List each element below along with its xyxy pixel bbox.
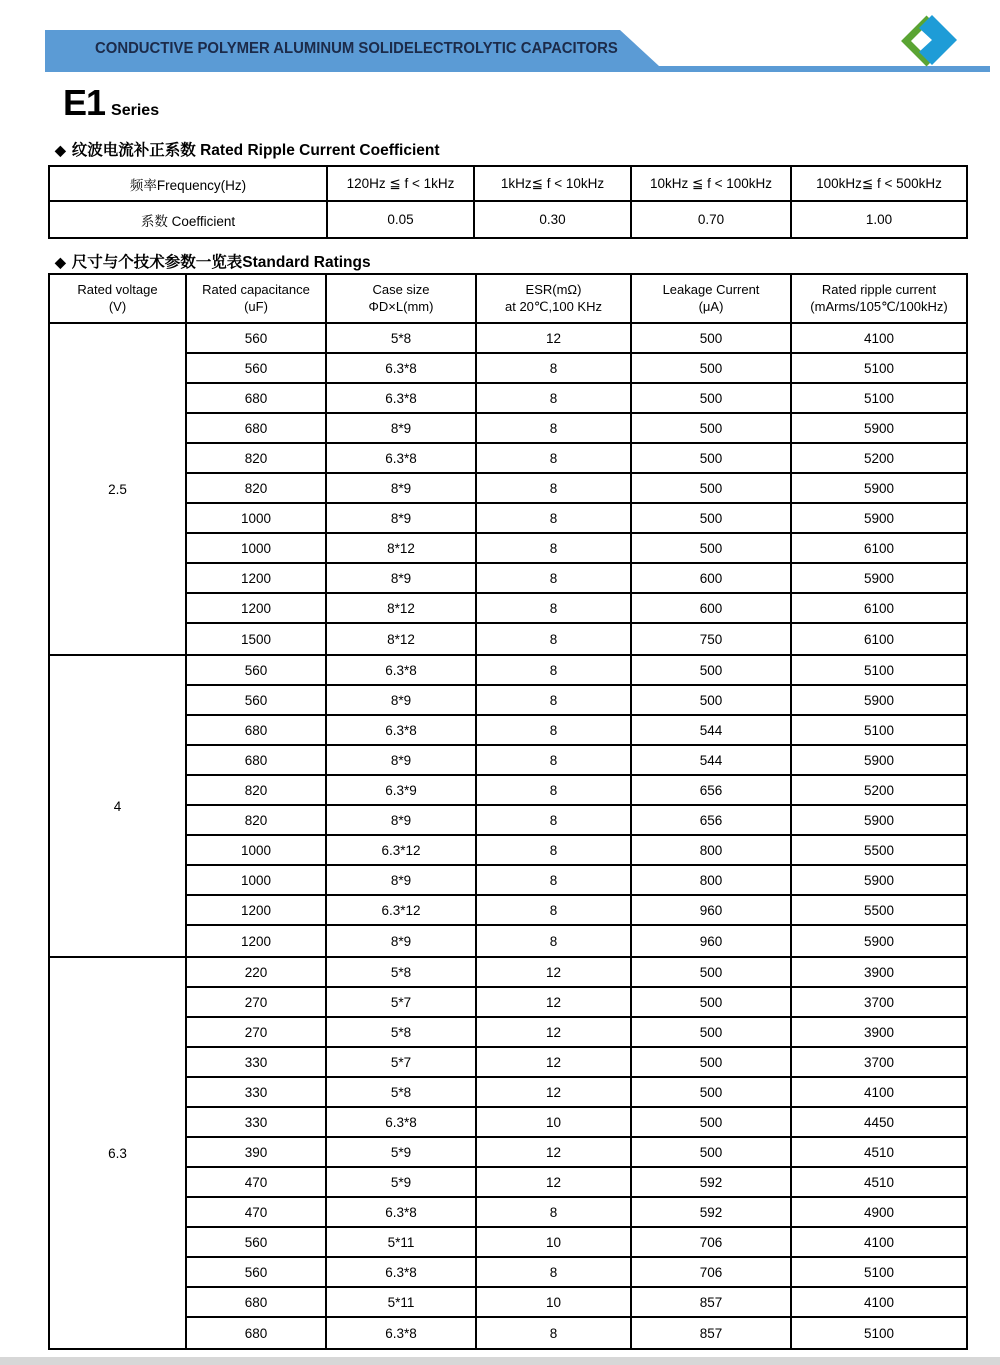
table-row [187, 1108, 966, 1138]
capacitance-cell: 1200 [187, 564, 327, 592]
case-size-cell: 8*9 [327, 746, 477, 774]
case-size-cell: 5*7 [327, 988, 477, 1016]
leakage-current-cell: 656 [632, 806, 792, 834]
table-row [187, 594, 966, 624]
leakage-current-cell: 500 [632, 534, 792, 562]
esr-cell: 12 [477, 1138, 632, 1166]
case-size-cell: 6.3*12 [327, 896, 477, 924]
case-size-cell: 5*9 [327, 1138, 477, 1166]
esr-cell: 8 [477, 716, 632, 744]
leakage-current-cell: 656 [632, 776, 792, 804]
header-line: Case size [372, 281, 430, 297]
case-size-cell: 6.3*8 [327, 1198, 477, 1226]
case-size-cell: 6.3*8 [327, 444, 477, 472]
capacitance-cell: 820 [187, 474, 327, 502]
leakage-current-cell: 500 [632, 1018, 792, 1046]
header-line: (V) [108, 298, 127, 314]
case-size-cell: 6.3*8 [327, 1318, 477, 1348]
capacitance-cell: 390 [187, 1138, 327, 1166]
case-size-cell: 8*9 [327, 414, 477, 442]
coefficient-value-4-cell: 1.00 [865, 212, 893, 227]
case-size-cell: 6.3*9 [327, 776, 477, 804]
standard-ratings-section-title [55, 250, 371, 272]
leakage-current-cell: 500 [632, 1108, 792, 1136]
table-row [187, 806, 966, 836]
leakage-current-cell: 960 [632, 926, 792, 956]
voltage-group [50, 324, 966, 656]
esr-header [477, 275, 632, 322]
coefficient-label-cell: 系数 Coefficient [50, 202, 328, 237]
ratings-header-row [50, 275, 966, 324]
leakage-current-cell: 500 [632, 1078, 792, 1106]
esr-cell: 8 [477, 1198, 632, 1226]
ripple-current-cell: 5100 [863, 1264, 895, 1280]
table-row [187, 1018, 966, 1048]
esr-cell: 8 [477, 746, 632, 774]
table-row [187, 534, 966, 564]
esr-cell: 12 [477, 1018, 632, 1046]
leakage-current-cell: 750 [632, 624, 792, 654]
header-line: at 20℃,100 KHz [505, 298, 602, 314]
esr-cell: 8 [477, 896, 632, 924]
ripple-current-cell: 5100 [863, 360, 895, 376]
capacitance-cell: 820 [187, 444, 327, 472]
capacitance-cell: 1200 [187, 896, 327, 924]
header-line: Rated ripple current [821, 281, 937, 297]
case-size-cell: 6.3*8 [327, 656, 477, 684]
case-size-cell: 5*11 [327, 1288, 477, 1316]
case-size-cell: 5*7 [327, 1048, 477, 1076]
leakage-current-cell: 800 [632, 866, 792, 894]
ripple-current-cell: 4900 [863, 1204, 895, 1220]
page-bottom-edge [0, 1357, 1000, 1365]
ripple-current-cell: 5200 [863, 450, 895, 466]
esr-cell: 8 [477, 384, 632, 412]
capacitance-cell: 680 [187, 384, 327, 412]
esr-cell: 12 [477, 988, 632, 1016]
ripple-current-cell: 5500 [863, 842, 895, 858]
capacitance-cell: 820 [187, 776, 327, 804]
freq-range-1-cell: 120Hz ≦ f < 1kHz [328, 167, 475, 200]
esr-cell: 8 [477, 564, 632, 592]
table-row [187, 958, 966, 988]
leakage-current-cell: 500 [632, 444, 792, 472]
capacitance-cell: 1500 [187, 624, 327, 654]
capacitance-cell: 1200 [187, 926, 327, 956]
leakage-current-cell: 960 [632, 896, 792, 924]
table-row [187, 776, 966, 806]
capacitance-cell: 560 [187, 324, 327, 352]
ripple-current-cell: 3900 [863, 1024, 895, 1040]
table-row [187, 1258, 966, 1288]
ripple-current-cell: 4100 [863, 1234, 895, 1250]
voltage-group [50, 656, 966, 958]
leakage-current-cell: 500 [632, 988, 792, 1016]
ripple-coefficient-title-text: 纹波电流补正系数 Rated Ripple Current Coefficient [71, 142, 440, 159]
group-rows [187, 324, 966, 654]
table-row [187, 1078, 966, 1108]
table-row [187, 1198, 966, 1228]
capacitance-cell: 330 [187, 1108, 327, 1136]
case-size-cell: 6.3*8 [327, 354, 477, 382]
header-line: Leakage Current [662, 281, 760, 297]
leakage-current-cell: 500 [632, 1048, 792, 1076]
table-row [187, 656, 966, 686]
esr-cell: 8 [477, 534, 632, 562]
table-row [187, 444, 966, 474]
capacitance-cell: 1000 [187, 504, 327, 532]
capacitance-cell: 470 [187, 1168, 327, 1196]
capacitance-cell: 220 [187, 958, 327, 986]
capacitance-cell: 270 [187, 988, 327, 1016]
freq-range-4-cell: 100kHz≦ f < 500kHz [816, 175, 942, 191]
capacitance-cell: 1000 [187, 534, 327, 562]
capacitance-cell: 560 [187, 1228, 327, 1256]
logo-blue-diamond [919, 15, 957, 65]
ripple-current-cell: 3900 [863, 964, 895, 980]
esr-cell: 10 [477, 1228, 632, 1256]
rated-voltage-cell: 6.3 [50, 958, 187, 1348]
leakage-current-cell: 600 [632, 564, 792, 592]
header-line: Rated capacitance [202, 281, 310, 297]
esr-cell: 12 [477, 324, 632, 352]
ripple-coefficient-table [48, 165, 968, 239]
capacitance-cell: 680 [187, 1288, 327, 1316]
capacitance-cell: 680 [187, 414, 327, 442]
banner-title: CONDUCTIVE POLYMER ALUMINUM SOLIDELECTROLYTIC CAPACITORS [95, 40, 618, 57]
case-size-cell: 8*9 [327, 474, 477, 502]
ripple-current-cell: 4100 [863, 330, 895, 346]
ripple-current-cell: 5900 [863, 752, 895, 768]
capacitance-cell: 820 [187, 806, 327, 834]
table-row [187, 1048, 966, 1078]
case-size-header [327, 275, 477, 322]
case-size-cell: 5*8 [327, 1078, 477, 1106]
table-row [187, 1318, 966, 1348]
coefficient-value-row [50, 202, 966, 237]
case-size-cell: 5*9 [327, 1168, 477, 1196]
capacitance-cell: 1000 [187, 836, 327, 864]
ripple-current-header [792, 275, 966, 322]
case-size-cell: 5*11 [327, 1228, 477, 1256]
table-row [187, 896, 966, 926]
table-row [187, 746, 966, 776]
series-name: E1 [63, 82, 106, 123]
leakage-current-cell: 500 [632, 686, 792, 714]
ripple-current-cell: 3700 [863, 994, 895, 1010]
ratings-table-body [50, 324, 966, 1348]
header-line: ESR(mΩ) [525, 281, 582, 297]
rated-voltage-cell: 2.5 [50, 324, 187, 654]
esr-cell: 8 [477, 444, 632, 472]
esr-cell: 10 [477, 1288, 632, 1316]
case-size-cell: 6.3*8 [327, 1258, 477, 1286]
esr-cell: 8 [477, 474, 632, 502]
ripple-current-cell: 5900 [863, 420, 895, 436]
frequency-header-cell: 频率Frequency(Hz) [50, 167, 328, 200]
leakage-current-cell: 857 [632, 1288, 792, 1316]
ripple-current-cell: 5900 [863, 872, 895, 888]
ripple-current-cell: 6100 [863, 631, 895, 647]
rated-capacitance-header [187, 275, 327, 322]
leakage-current-cell: 500 [632, 414, 792, 442]
ripple-current-cell: 5200 [863, 782, 895, 798]
leakage-current-cell: 500 [632, 354, 792, 382]
table-row [187, 504, 966, 534]
esr-cell: 8 [477, 414, 632, 442]
ripple-current-cell: 4100 [863, 1084, 895, 1100]
table-row [187, 474, 966, 504]
leakage-current-cell: 500 [632, 1138, 792, 1166]
header-line: (μA) [698, 298, 724, 314]
standard-ratings-title-text: 尺寸与个技术参数一览表Standard Ratings [71, 254, 371, 271]
diamond-bullet-icon: ◆ [55, 254, 66, 270]
ripple-current-cell: 5100 [863, 390, 895, 406]
esr-cell: 12 [477, 958, 632, 986]
table-row [187, 384, 966, 414]
case-size-cell: 8*12 [327, 594, 477, 622]
capacitance-cell: 330 [187, 1048, 327, 1076]
capacitance-cell: 270 [187, 1018, 327, 1046]
leakage-current-cell: 592 [632, 1198, 792, 1226]
case-size-cell: 8*12 [327, 624, 477, 654]
case-size-cell: 6.3*8 [327, 716, 477, 744]
header-line: (mArms/105℃/100kHz) [810, 298, 948, 314]
voltage-group [50, 958, 966, 1348]
case-size-cell: 5*8 [327, 958, 477, 986]
esr-cell: 12 [477, 1078, 632, 1106]
ripple-current-cell: 5100 [863, 722, 895, 738]
series-heading [63, 82, 159, 124]
case-size-cell: 6.3*8 [327, 1108, 477, 1136]
ripple-current-cell: 5900 [863, 692, 895, 708]
capacitance-cell: 1000 [187, 866, 327, 894]
coefficient-value-2-cell: 0.30 [475, 202, 632, 237]
ripple-current-cell: 4510 [863, 1174, 895, 1190]
rated-voltage-cell: 4 [50, 656, 187, 956]
esr-cell: 8 [477, 354, 632, 382]
standard-ratings-table [48, 273, 968, 1350]
esr-cell: 12 [477, 1048, 632, 1076]
esr-cell: 8 [477, 1258, 632, 1286]
table-row [187, 836, 966, 866]
freq-range-3-cell: 10kHz ≦ f < 100kHz [632, 167, 792, 200]
esr-cell: 10 [477, 1108, 632, 1136]
ripple-current-cell: 5900 [863, 480, 895, 496]
coefficient-value-1-cell: 0.05 [328, 202, 475, 237]
capacitance-cell: 470 [187, 1198, 327, 1226]
case-size-cell: 5*8 [327, 324, 477, 352]
case-size-cell: 6.3*8 [327, 384, 477, 412]
leakage-current-cell: 500 [632, 384, 792, 412]
header-banner [45, 30, 990, 72]
rated-voltage-header [50, 275, 187, 322]
brand-logo-icon [901, 14, 959, 68]
capacitance-cell: 560 [187, 656, 327, 684]
esr-cell: 8 [477, 624, 632, 654]
leakage-current-cell: 500 [632, 958, 792, 986]
case-size-cell: 8*9 [327, 504, 477, 532]
ripple-current-cell: 5100 [863, 662, 895, 678]
leakage-current-cell: 500 [632, 656, 792, 684]
coefficient-header-row [50, 167, 966, 202]
leakage-current-cell: 857 [632, 1318, 792, 1348]
ripple-current-cell: 5900 [863, 510, 895, 526]
case-size-cell: 8*9 [327, 806, 477, 834]
case-size-cell: 8*9 [327, 564, 477, 592]
capacitance-cell: 1200 [187, 594, 327, 622]
capacitance-cell: 680 [187, 716, 327, 744]
esr-cell: 8 [477, 594, 632, 622]
header-line: ΦD×L(mm) [368, 298, 434, 314]
header-line: (uF) [244, 298, 268, 314]
ripple-current-cell: 5900 [863, 570, 895, 586]
capacitance-cell: 680 [187, 746, 327, 774]
table-row [187, 414, 966, 444]
esr-cell: 8 [477, 926, 632, 956]
header-line: Rated voltage [77, 281, 158, 297]
group-rows [187, 958, 966, 1348]
esr-cell: 8 [477, 776, 632, 804]
capacitance-cell: 560 [187, 1258, 327, 1286]
case-size-cell: 8*9 [327, 866, 477, 894]
leakage-current-cell: 544 [632, 746, 792, 774]
ripple-coefficient-section-title [55, 138, 440, 160]
esr-cell: 8 [477, 686, 632, 714]
freq-range-2-cell: 1kHz≦ f < 10kHz [475, 167, 632, 200]
ripple-current-cell: 6100 [863, 600, 895, 616]
table-row [187, 564, 966, 594]
table-row [187, 988, 966, 1018]
ripple-current-cell: 5900 [863, 812, 895, 828]
ripple-current-cell: 5500 [863, 902, 895, 918]
capacitance-cell: 560 [187, 354, 327, 382]
series-suffix: Series [111, 102, 160, 119]
leakage-current-header [632, 275, 792, 322]
table-row [187, 624, 966, 654]
leakage-current-cell: 500 [632, 474, 792, 502]
leakage-current-cell: 500 [632, 324, 792, 352]
leakage-current-cell: 544 [632, 716, 792, 744]
esr-cell: 12 [477, 1168, 632, 1196]
table-row [187, 1228, 966, 1258]
leakage-current-cell: 800 [632, 836, 792, 864]
ripple-current-cell: 5900 [863, 933, 895, 949]
table-row [187, 1168, 966, 1198]
group-rows [187, 656, 966, 956]
table-row [187, 866, 966, 896]
table-row [187, 324, 966, 354]
capacitance-cell: 560 [187, 686, 327, 714]
table-row [187, 1288, 966, 1318]
esr-cell: 8 [477, 504, 632, 532]
leakage-current-cell: 706 [632, 1228, 792, 1256]
ripple-current-cell: 4450 [863, 1114, 895, 1130]
table-row [187, 1138, 966, 1168]
esr-cell: 8 [477, 656, 632, 684]
case-size-cell: 5*8 [327, 1018, 477, 1046]
capacitance-cell: 680 [187, 1318, 327, 1348]
diamond-bullet-icon: ◆ [55, 142, 66, 158]
ripple-current-cell: 4510 [863, 1144, 895, 1160]
esr-cell: 8 [477, 836, 632, 864]
coefficient-value-3-cell: 0.70 [632, 202, 792, 237]
case-size-cell: 8*9 [327, 926, 477, 956]
table-row [187, 926, 966, 956]
ripple-current-cell: 6100 [863, 540, 895, 556]
case-size-cell: 8*12 [327, 534, 477, 562]
leakage-current-cell: 706 [632, 1258, 792, 1286]
leakage-current-cell: 500 [632, 504, 792, 532]
case-size-cell: 6.3*12 [327, 836, 477, 864]
esr-cell: 8 [477, 866, 632, 894]
table-row [187, 716, 966, 746]
leakage-current-cell: 600 [632, 594, 792, 622]
leakage-current-cell: 592 [632, 1168, 792, 1196]
esr-cell: 8 [477, 806, 632, 834]
capacitance-cell: 330 [187, 1078, 327, 1106]
ripple-current-cell: 3700 [863, 1054, 895, 1070]
case-size-cell: 8*9 [327, 686, 477, 714]
table-row [187, 354, 966, 384]
ripple-current-cell: 5100 [863, 1325, 895, 1341]
ripple-current-cell: 4100 [863, 1294, 895, 1310]
table-row [187, 686, 966, 716]
esr-cell: 8 [477, 1318, 632, 1348]
